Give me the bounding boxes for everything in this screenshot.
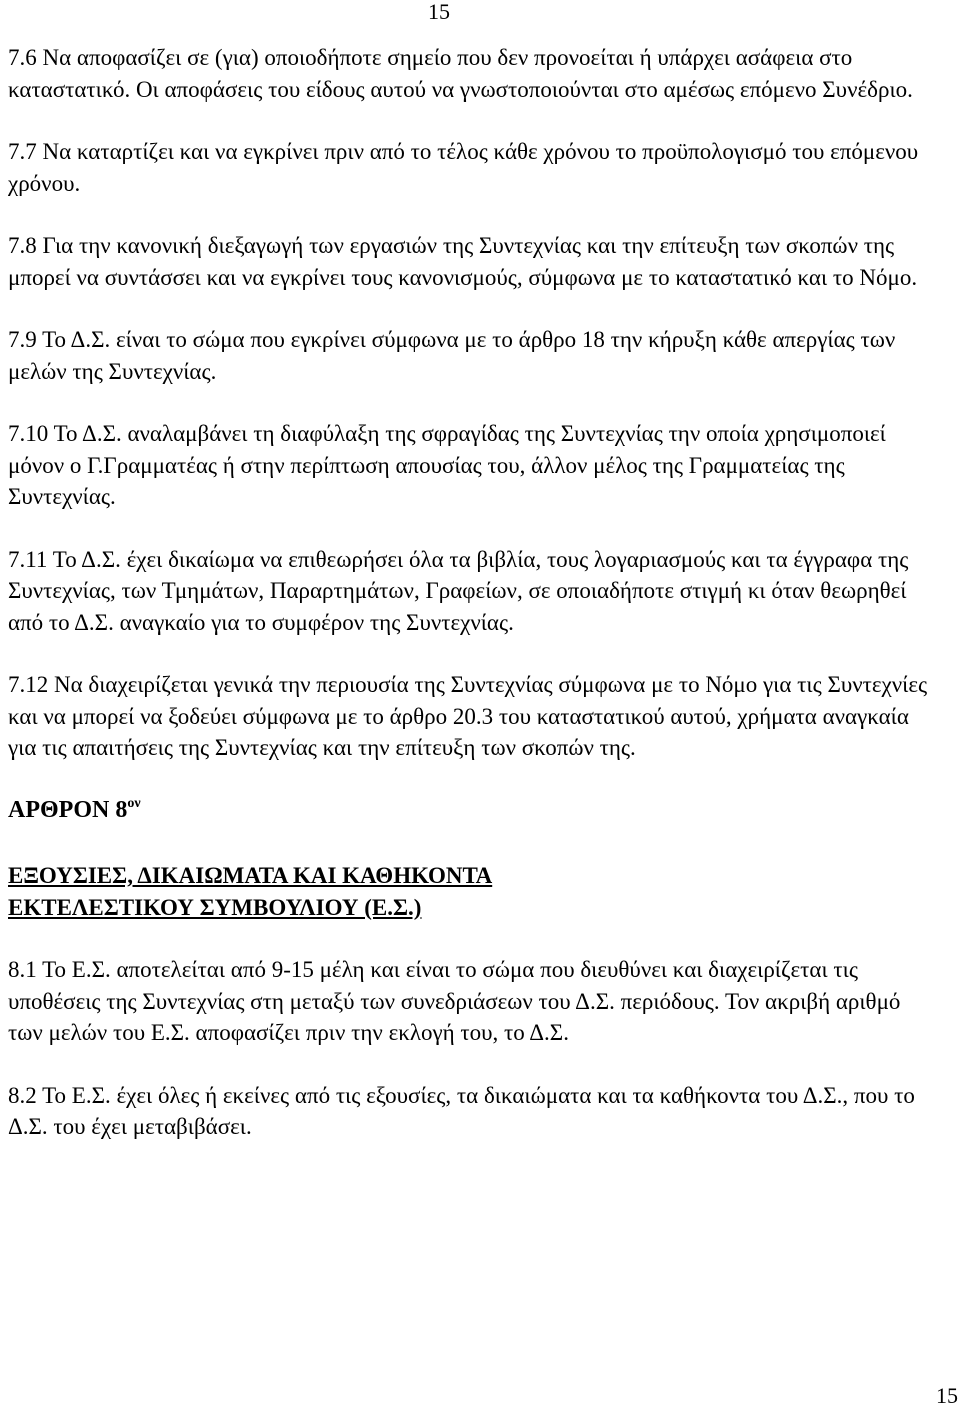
article-title-line-1: ΕΞΟΥΣΙΕΣ, ΔΙΚΑΙΩΜΑΤΑ ΚΑΙ ΚΑΘΗΚΟΝΤΑ — [8, 863, 493, 888]
paragraph-7-8: 7.8 Για την κανονική διεξαγωγή των εργασιών της Συντεχνίας και την επίτευξη των σκοπών της μπορεί να συντάσσει και να εγκρίνει τους κανονισμούς, σύμφωνα με το καταστατικό και το Νόμο. — [8, 233, 918, 290]
paragraph-7-11: 7.11 Το Δ.Σ. έχει δικαίωμα να επιθεωρήσει όλα τα βιβλία, τους λογαριασμούς και τα έγγραφα της Συντεχνίας, των Τμημάτων, Παραρτημάτων, Γραφείων, σε οποιαδήποτε στιγμή κι όταν θεωρηθεί από το Δ.Σ. αναγκαίο για το συμφέρον της Συντεχνίας. — [8, 546, 909, 635]
paragraph-8-1: 8.1 Το Ε.Σ. αποτελείται από 9-15 μέλη και είναι το σώμα που διευθύνει και διαχειρίζεται τις υποθέσεις της Συντεχνίας στη μεταξύ των συνεδριάσεων του Δ.Σ. περιόδους. Τον ακριβή αριθμό των μελών του Ε.Σ. αποφασίζει πριν την εκλογή του, το Δ.Σ. — [8, 957, 901, 1045]
paragraph-7-9: 7.9 Το Δ.Σ. είναι το σώμα που εγκρίνει σύμφωνα με το άρθρο 18 την κήρυξη κάθε απεργίας των μελών της Συντεχνίας. — [8, 327, 896, 384]
paragraph-8-2: 8.2 Το Ε.Σ. έχει όλες ή εκείνες από τις εξουσίες, τα δικαιώματα και τα καθήκοντα του Δ.Σ., που το Δ.Σ. του έχει μεταβιβάσει. — [8, 1082, 915, 1139]
article-heading-superscript: ον — [127, 795, 141, 811]
article-title-line-2: ΕΚΤΕΛΕΣΤΙΚΟΥ ΣΥΜΒΟΥΛΙΟΥ (Ε.Σ.) — [8, 894, 422, 920]
article-heading — [8, 795, 928, 827]
article-heading-text: ΑΡΘΡΟΝ 8 — [8, 796, 128, 823]
paragraph-7-12: 7.12 Να διαχειρίζεται γενικά την περιουσία της Συντεχνίας σύμφωνα με το Νόμο για τις Συντεχνίες και να μπορεί να ξοδεύει σύμφωνα με το άρθρο 20.3 του καταστατικού αυτού, χρήματα αναγκαία για τις απαιτήσεις της Συντεχνίας και την επίτευξη των σκοπών της. — [8, 672, 928, 760]
paragraph-7-10: 7.10 Το Δ.Σ. αναλαμβάνει τη διαφύλαξη της σφραγίδας της Συντεχνίας την οποία χρησιμοποιεί μόνον ο Γ.Γραμματέας ή στην περίπτωση απουσίας του, άλλον μέλος της Γραμματείας της Συντεχνίας. — [8, 421, 886, 509]
article-title — [8, 860, 928, 923]
document-body — [8, 42, 928, 1174]
page-number-top: 15 — [428, 0, 450, 24]
page-number-bottom: 15 — [936, 1383, 958, 1408]
paragraph-7-6: 7.6 Να αποφασίζει σε (για) οποιοδήποτε σημείο που δεν προνοείται ή υπάρχει ασάφεια στο καταστατικό. Οι αποφάσεις του είδους αυτού να γνωστοποιούνται στο αμέσως επόμενο Συνέδριο. — [8, 45, 913, 102]
paragraph-7-7: 7.7 Να καταρτίζει και να εγκρίνει πριν από το τέλος κάθε χρόνου το προϋπολογισμό του επόμενου χρόνου. — [8, 139, 919, 196]
